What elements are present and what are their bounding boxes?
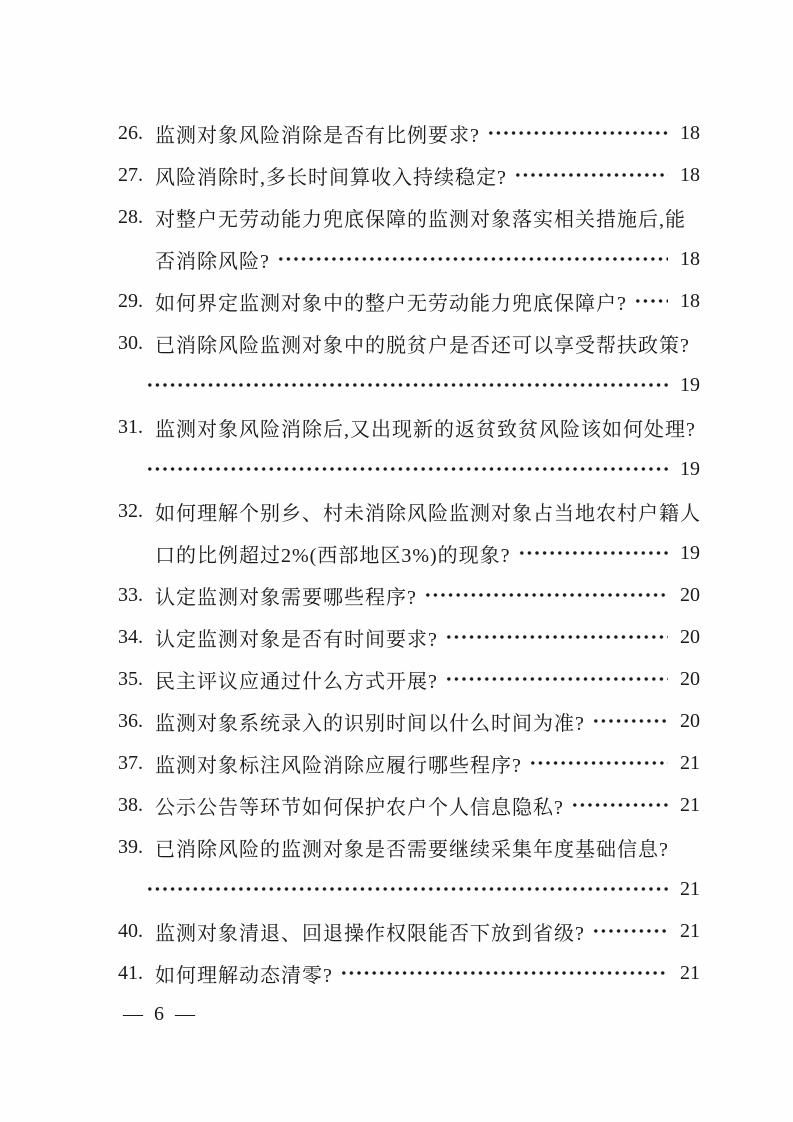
toc-line xyxy=(118,784,700,826)
entry-number: 31. xyxy=(118,415,143,438)
dot-leader xyxy=(592,700,668,742)
entry-title: 如何理解动态清零? xyxy=(155,964,333,987)
entry-title: 已消除风险的监测对象是否需要继续采集年度基础信息? xyxy=(155,838,669,861)
entry-number: 34. xyxy=(118,625,143,648)
dot-leader xyxy=(634,280,668,322)
entry-page-number: 20 xyxy=(680,583,700,606)
entry-title: 公示公告等环节如何保护农户个人信息隐私? xyxy=(155,796,564,819)
toc-line xyxy=(118,280,700,322)
entry-title: 如何界定监测对象中的整户无劳动能力兜底保障户? xyxy=(155,292,627,315)
entry-page-number: 18 xyxy=(680,289,700,312)
entry-page-number: 21 xyxy=(680,751,700,774)
entry-page-number: 18 xyxy=(680,163,700,186)
entry-number: 27. xyxy=(118,163,143,186)
dot-leader xyxy=(277,238,668,280)
toc-line xyxy=(118,154,700,196)
entry-title: 对整户无劳动能力兜底保障的监测对象落实相关措施后,能 xyxy=(155,208,686,231)
entry-title: 口的比例超过2%(西部地区3%)的现象? xyxy=(155,544,511,567)
entry-title: 监测对象风险消除后,又出现新的返贫致贫风险该如何处理? xyxy=(155,418,696,441)
entry-title: 否消除风险? xyxy=(155,250,270,273)
entry-title: 民主评议应通过什么方式开展? xyxy=(155,670,438,693)
entry-number: 36. xyxy=(118,709,143,732)
toc-line xyxy=(118,406,700,448)
entry-title: 已消除风险监测对象中的脱贫户是否还可以享受帮扶政策? xyxy=(155,334,690,357)
dot-leader xyxy=(146,364,668,406)
toc-line xyxy=(118,700,700,742)
dot-leader xyxy=(571,784,668,826)
entry-page-number: 19 xyxy=(680,541,700,564)
entry-title: 认定监测对象是否有时间要求? xyxy=(155,628,438,651)
toc-line xyxy=(118,322,700,364)
entry-number: 38. xyxy=(118,793,143,816)
toc-line xyxy=(118,868,700,910)
entry-number: 30. xyxy=(118,331,143,354)
entry-number: 29. xyxy=(118,289,143,312)
entry-number: 37. xyxy=(118,751,143,774)
entry-title: 监测对象风险消除是否有比例要求? xyxy=(155,124,480,147)
entry-page-number: 20 xyxy=(680,667,700,690)
dot-leader xyxy=(514,154,668,196)
entry-page-number: 19 xyxy=(680,457,700,480)
entry-number: 35. xyxy=(118,667,143,690)
entry-number: 32. xyxy=(118,499,143,522)
toc-list xyxy=(118,112,700,994)
toc-line xyxy=(118,364,700,406)
toc-line xyxy=(118,952,700,994)
entry-page-number: 21 xyxy=(680,961,700,984)
toc-line xyxy=(118,574,700,616)
toc-line xyxy=(118,490,700,532)
entry-title: 如何理解个别乡、村未消除风险监测对象占当地农村户籍人 xyxy=(155,502,701,525)
entry-page-number: 20 xyxy=(680,709,700,732)
dot-leader xyxy=(529,742,668,784)
toc-line xyxy=(118,910,700,952)
entry-page-number: 21 xyxy=(680,919,700,942)
dot-leader xyxy=(340,952,668,994)
entry-number: 39. xyxy=(118,835,143,858)
dot-leader xyxy=(445,616,668,658)
entry-page-number: 21 xyxy=(680,877,700,900)
entry-title: 风险消除时,多长时间算收入持续稳定? xyxy=(155,166,507,189)
entry-number: 33. xyxy=(118,583,143,606)
page-number-label: — 6 — xyxy=(123,1003,198,1025)
dot-leader xyxy=(424,574,668,616)
dot-leader xyxy=(445,658,668,700)
entry-number: 40. xyxy=(118,919,143,942)
toc-line xyxy=(118,532,700,574)
entry-title: 认定监测对象需要哪些程序? xyxy=(155,586,417,609)
entry-title: 监测对象标注风险消除应履行哪些程序? xyxy=(155,754,522,777)
entry-number: 28. xyxy=(118,205,143,228)
dot-leader xyxy=(518,532,668,574)
toc-line xyxy=(118,196,700,238)
toc-line xyxy=(118,826,700,868)
toc-line xyxy=(118,658,700,700)
entry-page-number: 21 xyxy=(680,793,700,816)
entry-page-number: 19 xyxy=(680,373,700,396)
toc-line xyxy=(118,448,700,490)
entry-number: 26. xyxy=(118,121,143,144)
dot-leader xyxy=(592,910,668,952)
dot-leader xyxy=(146,448,668,490)
page-footer xyxy=(123,1003,198,1026)
toc-line xyxy=(118,112,700,154)
dot-leader xyxy=(487,112,668,154)
entry-title: 监测对象清退、回退操作权限能否下放到省级? xyxy=(155,922,585,945)
entry-page-number: 18 xyxy=(680,121,700,144)
entry-number: 41. xyxy=(118,961,143,984)
toc-line xyxy=(118,742,700,784)
entry-page-number: 20 xyxy=(680,625,700,648)
entry-title: 监测对象系统录入的识别时间以什么时间为准? xyxy=(155,712,585,735)
entry-page-number: 18 xyxy=(680,247,700,270)
toc-line xyxy=(118,238,700,280)
toc-line xyxy=(118,616,700,658)
dot-leader xyxy=(146,868,668,910)
